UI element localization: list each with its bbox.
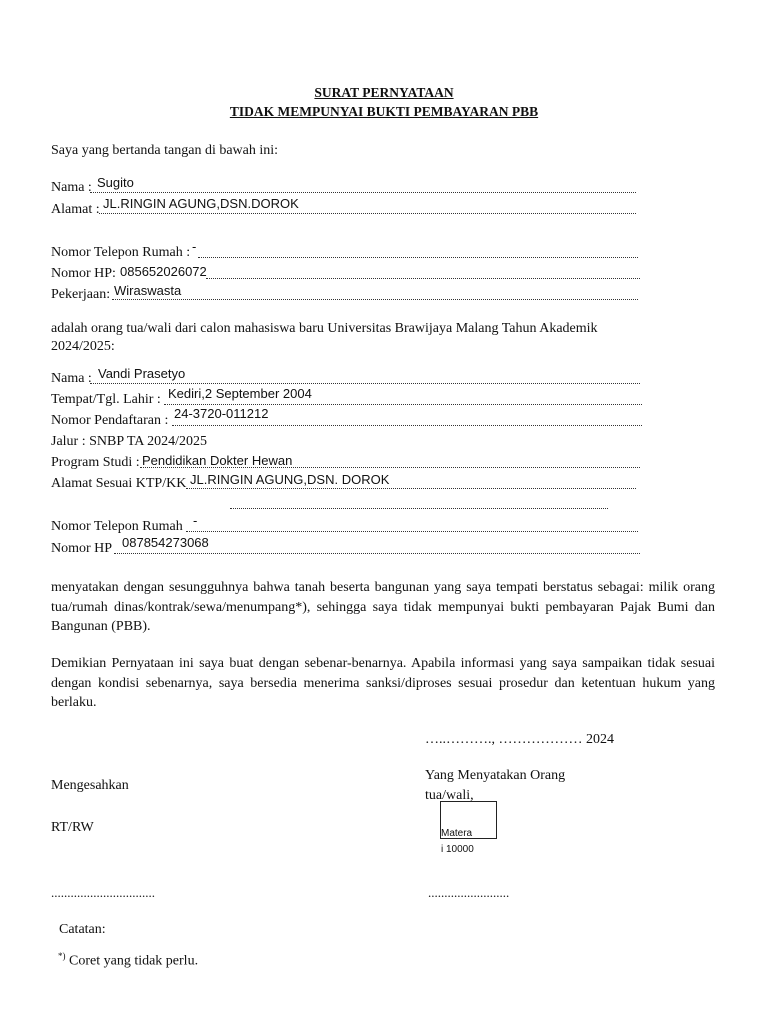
student-reg-label: Nomor Pendaftaran : [51, 413, 169, 428]
guardian-home-phone-value[interactable]: - [192, 239, 197, 254]
guardian-job-dots [112, 299, 638, 300]
notes-text: Coret yang tidak perlu. [65, 953, 199, 969]
student-birth-value[interactable]: Kediri,2 September 2004 [168, 386, 312, 401]
student-mobile-label: Nomor HP [51, 541, 113, 556]
student-program-label: Program Studi : [51, 455, 140, 470]
guardian-name-label: Nama : [51, 180, 92, 195]
student-ktp-dots-continued [230, 508, 608, 509]
intro-text: Saya yang bertanda tangan di bawah ini: [51, 143, 279, 158]
guardian-address-label: Alamat : [51, 202, 100, 217]
guardian-mobile-dots [206, 278, 640, 279]
student-ktp-label: Alamat Sesuai KTP/KK [51, 476, 187, 491]
student-name-value[interactable]: Vandi Prasetyo [98, 366, 186, 381]
statement-intro-line2: 2024/2025: [51, 339, 115, 354]
guardian-job-value[interactable]: Wiraswasta [114, 283, 182, 298]
endorsement-heading: Mengesahkan [51, 778, 129, 793]
signature-date-line: …..………., ……………… 2024 [425, 732, 614, 747]
statement-intro-line1: adalah orang tua/wali dari calon mahasiswa baru Universitas Brawijaya Malang Tahun Akademik [51, 321, 598, 336]
guardian-home-phone-dots [198, 257, 638, 258]
declarant-heading-line2: tua/wali, [425, 788, 474, 803]
document-subtitle: TIDAK MEMPUNYAI BUKTI PEMBAYARAN PBB [229, 104, 539, 119]
student-mobile-value[interactable]: 087854273068 [122, 535, 209, 550]
student-ktp-value[interactable]: JL.RINGIN AGUNG,DSN. DOROK [190, 472, 390, 487]
student-name-dots [90, 383, 640, 384]
guardian-job-label: Pekerjaan: [51, 287, 111, 302]
declaration-paragraph: menyatakan dengan sesungguhnya bahwa tanah beserta bangunan yang saya tempati berstatus sebagai: milik orang tua/rumah dinas/kontrak/sewa/menumpang*), sehingga saya tidak mempunyai bukti pembayaran Pajak Bumi dan Bangunan (PBB). [51, 580, 715, 634]
student-birth-dots [164, 404, 642, 405]
declarant-signature-line: ......................... [428, 885, 510, 900]
guardian-name-value[interactable]: Sugito [97, 175, 134, 190]
notes-label: Catatan: [59, 922, 106, 937]
guardian-address-dots [99, 213, 636, 214]
guardian-mobile-label: Nomor HP: [51, 266, 116, 281]
endorser-role: RT/RW [51, 820, 94, 835]
guardian-mobile-value[interactable]: 085652026072 [120, 264, 207, 279]
stamp-label-line1: Matera [441, 828, 473, 839]
guardian-address-value[interactable]: JL.RINGIN AGUNG,DSN.DOROK [103, 196, 299, 211]
guardian-home-phone-label: Nomor Telepon Rumah : [51, 245, 191, 260]
document-title: SURAT PERNYATAAN [314, 85, 454, 100]
student-home-phone-dots [186, 531, 638, 532]
closing-paragraph: Demikian Pernyataan ini saya buat dengan sebenar-benarnya. Apabila informasi yang saya sampaikan tidak sesuai dengan kondisi sebenarnya, saya bersedia menerima sanksi/diproses sesuai prosedur dan ketentuan hukum yang berlaku. [51, 656, 715, 710]
notes-item [58, 951, 198, 970]
stamp-label-line2: i 10000 [441, 844, 474, 855]
student-birth-label: Tempat/Tgl. Lahir : [51, 392, 161, 407]
guardian-name-dots [90, 192, 636, 193]
endorser-signature-line: ................................ [51, 885, 155, 900]
student-reg-dots [172, 425, 642, 426]
footnote-mark: *) [58, 951, 66, 961]
student-home-phone-value[interactable]: - [193, 513, 198, 528]
student-ktp-dots [186, 488, 636, 489]
student-mobile-dots [114, 553, 640, 554]
student-path: Jalur : SNBP TA 2024/2025 [51, 434, 208, 449]
declarant-heading-line1: Yang Menyatakan Orang [425, 768, 566, 783]
student-home-phone-label: Nomor Telepon Rumah [51, 519, 183, 534]
student-program-value[interactable]: Pendidikan Dokter Hewan [142, 453, 293, 468]
student-reg-value[interactable]: 24-3720-011212 [174, 406, 269, 421]
student-name-label: Nama : [51, 371, 92, 386]
